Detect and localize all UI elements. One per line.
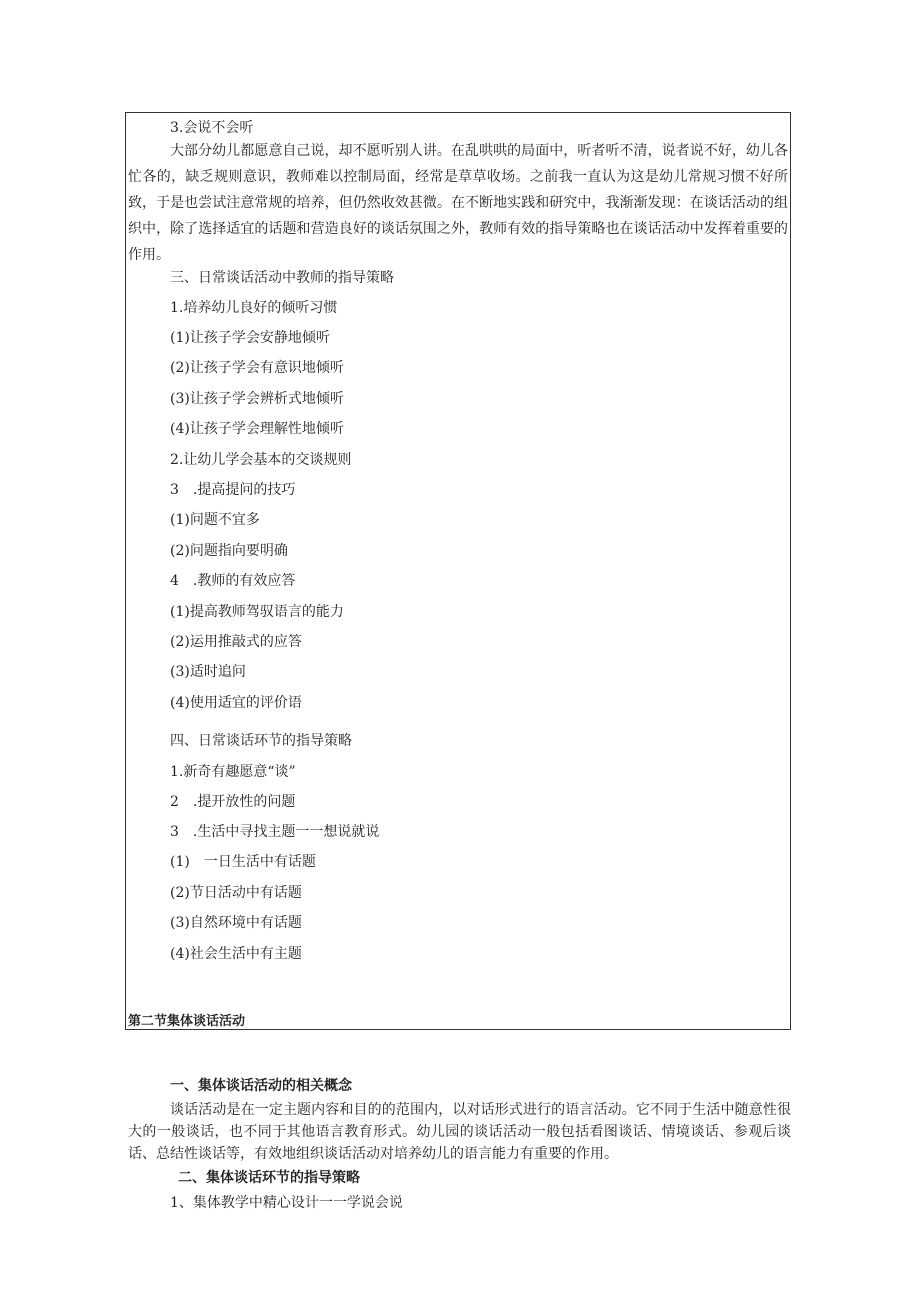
table-paragraph: 大部分幼儿都愿意自己说，却不愿听别人讲。在乱哄哄的局面中，听者听不清，说者说不好，幼儿各忙各的，缺乏规则意识，教师难以控制局面，经常是草草收场。之前我一直认为这是幼儿常规习惯不好所致，于是也尝试注意常规的培养，但仍然收效甚微。在不断地实践和研究中，我渐渐发现：在谈话活动的组织中，除了选择适宜的话题和营造良好的谈话氛围之外，教师有效的指导策略也在谈话活动中发挥着重要的作用。 — [128, 143, 788, 263]
section-title: 第二节集体谈话活动 — [128, 1014, 246, 1029]
list-item: (4)社会生活中有主题 — [170, 946, 302, 962]
list-item: (2)问题指向要明确 — [170, 543, 288, 559]
list-item: (3)让孩子学会辨析式地倾听 — [170, 391, 344, 407]
list-item: (3)自然环境中有话题 — [170, 915, 302, 931]
list-item: 四、日常谈话环节的指导策略 — [170, 733, 352, 749]
list-item: (2)让孩子学会有意识地倾听 — [170, 360, 344, 376]
list-item: (4)使用适宜的评价语 — [170, 695, 302, 711]
list-item: (1)让孩子学会安静地倾听 — [170, 330, 330, 346]
list-item: 4 .教师的有效应答 — [170, 573, 296, 589]
list-item: (1) 一日生活中有话题 — [170, 854, 316, 870]
list-item: (4)让孩子学会理解性地倾听 — [170, 421, 344, 437]
list-item: 3 .生活中寻找主题一一想说就说 — [170, 824, 380, 840]
list-item: 1.新奇有趣愿意“谈” — [170, 764, 296, 780]
list-item: (2)节日活动中有话题 — [170, 885, 302, 901]
subheading-group-teaching: 1、集体教学中精心设计一一学说会说 — [170, 1195, 403, 1211]
list-item: 3 .提高提问的技巧 — [170, 482, 296, 498]
list-item: 2 .提开放性的问题 — [170, 794, 296, 810]
list-item: (1)提高教师驾驭语言的能力 — [170, 604, 344, 620]
list-item: 三、日常谈话活动中教师的指导策略 — [170, 270, 394, 286]
heading-talk-not-listen: 3.会说不会听 — [170, 120, 254, 136]
list-item: 1.培养幼儿良好的倾听习惯 — [170, 300, 338, 316]
heading-guidance-strategies: 二、集体谈话环节的指导策略 — [178, 1170, 360, 1186]
list-item: (2)运用推敲式的应答 — [170, 634, 302, 650]
heading-related-concepts: 一、集体谈话活动的相关概念 — [170, 1078, 352, 1094]
list-item: (3)适时追问 — [170, 664, 246, 680]
list-item: (1)问题不宜多 — [170, 512, 260, 528]
list-item: 2.让幼儿学会基本的交谈规则 — [170, 452, 352, 468]
body-paragraph: 谈话活动是在一定主题内容和目的的范围内，以对话形式进行的语言活动。它不同于生活中随意性很大的一般谈话，也不同于其他语言教育形式。幼儿园的谈话活动一般包括看图谈话、情境谈话、参观后谈话、总结性谈话等，有效地组织谈话活动对培养幼儿的语言能力有重要的作用。 — [128, 1102, 791, 1162]
